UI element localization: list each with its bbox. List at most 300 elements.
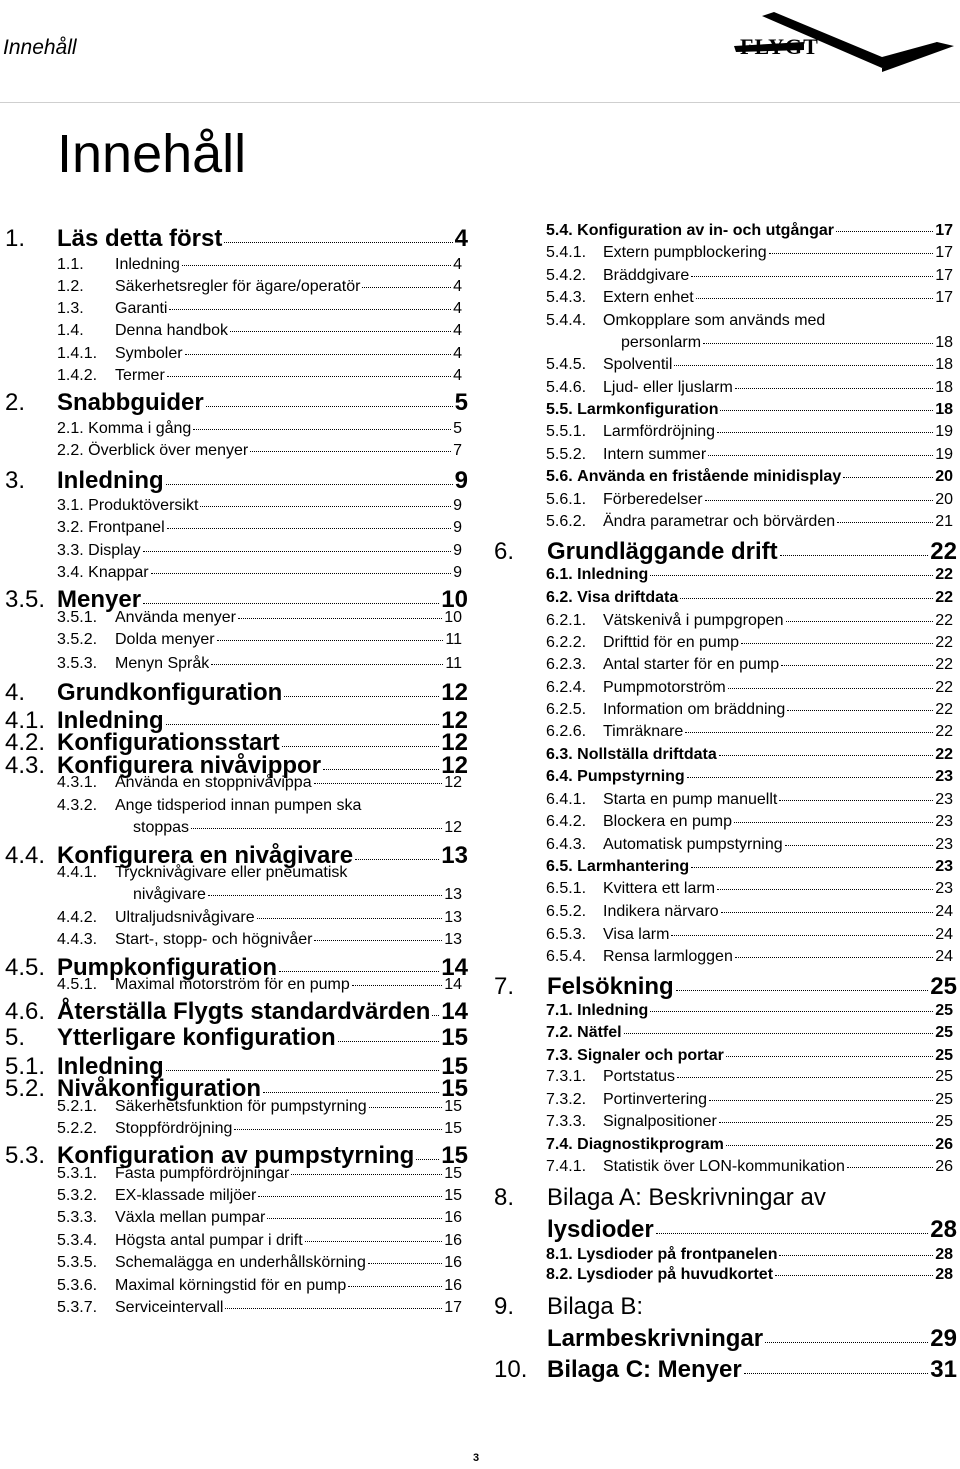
toc-entry-page: 16 <box>444 1209 462 1226</box>
toc-entry-page: 20 <box>935 468 953 485</box>
toc-entry[interactable] <box>546 1246 953 1264</box>
toc-entry[interactable] <box>546 1002 953 1020</box>
toc-entry-number: 4.4.2. <box>57 909 98 926</box>
toc-entry-page: 23 <box>935 858 953 875</box>
toc-entry[interactable] <box>57 679 468 707</box>
toc-entry-number: 7. <box>494 973 515 1000</box>
toc-entry[interactable] <box>115 976 462 994</box>
toc-entry-label[interactable]: Bilaga A: Beskrivningar av <box>547 1184 826 1211</box>
toc-entry-page: 17 <box>935 222 953 239</box>
toc-entry-number: 1.4. <box>57 322 84 339</box>
dot-leader <box>785 845 934 846</box>
toc-entry-page: 4 <box>454 225 468 252</box>
toc-entry-page: 13 <box>444 886 462 903</box>
toc-entry-number: 10. <box>494 1356 528 1383</box>
toc-entry[interactable] <box>57 519 462 537</box>
toc-entry-page: 23 <box>935 836 953 853</box>
toc-entry-number: 6.5. <box>546 858 578 875</box>
toc-entry-number: 6.2.4. <box>546 679 587 696</box>
toc-entry-number: 4.1. <box>5 707 46 734</box>
toc-entry-page: 14 <box>444 976 462 993</box>
toc-entry-label: Extern enhet <box>603 289 694 306</box>
toc-entry-number: 2.1. <box>57 420 89 437</box>
toc-entry-number: 6. <box>494 538 515 565</box>
toc-entry-label: Vätskenivå i pumpgropen <box>603 612 784 629</box>
toc-entry[interactable] <box>115 256 462 274</box>
toc-entry[interactable] <box>57 420 462 438</box>
toc-entry-label: Menyn Språk <box>115 655 210 672</box>
toc-entry-label: Nollställa driftdata <box>577 746 717 763</box>
toc-entry[interactable] <box>603 948 953 966</box>
toc-entry-label: Starta en pump manuellt <box>603 791 778 808</box>
toc-entry[interactable] <box>115 278 462 296</box>
toc-entry-number: 1.4.2. <box>57 367 98 384</box>
toc-entry-page: 17 <box>935 244 953 261</box>
toc-entry-page: 25 <box>935 1047 953 1064</box>
toc-entry-page: 16 <box>444 1232 462 1249</box>
toc-entry[interactable] <box>603 634 953 652</box>
toc-entry-page: 22 <box>935 656 953 673</box>
dot-leader <box>338 1041 440 1042</box>
toc-entry-label: Växla mellan pumpar <box>115 1209 266 1226</box>
toc-entry-page: 25 <box>935 1024 953 1041</box>
toc-entry-number: 7.2. <box>546 1024 578 1041</box>
toc-entry[interactable] <box>547 1216 957 1244</box>
toc-entry[interactable] <box>115 1209 462 1227</box>
toc-entry[interactable] <box>57 542 462 560</box>
dot-leader <box>719 1122 933 1123</box>
toc-entry[interactable] <box>603 656 953 674</box>
logo-text: FLYGT <box>740 34 819 59</box>
toc-entry[interactable] <box>603 1091 953 1109</box>
toc-entry[interactable] <box>57 998 468 1026</box>
toc-entry[interactable] <box>57 497 462 515</box>
toc-entry[interactable] <box>603 491 953 509</box>
dot-leader <box>167 528 451 529</box>
dot-leader <box>166 484 453 485</box>
toc-entry-label: Konfigurera en nivågivare <box>57 842 354 869</box>
toc-entry-number: 6.5.3. <box>546 926 587 943</box>
toc-entry-page: 4 <box>453 278 462 295</box>
toc-entry[interactable] <box>603 723 953 741</box>
toc-entry-label: Garanti <box>115 300 168 317</box>
toc-entry-label: Larmkonfiguration <box>577 401 719 418</box>
toc-entry-label: stoppas <box>133 819 190 836</box>
dot-leader <box>257 918 443 919</box>
toc-entry-number: 1.1. <box>57 256 84 273</box>
toc-entry-number: 6.2. <box>546 589 578 606</box>
toc-entry-number: 7.1. <box>546 1002 578 1019</box>
toc-entry-page: 22 <box>935 634 953 651</box>
dot-leader <box>323 769 439 770</box>
dot-leader <box>166 1070 440 1071</box>
toc-entry-label: Start-, stopp- och högnivåer <box>115 931 313 948</box>
toc-entry[interactable] <box>133 886 462 904</box>
toc-entry-number: 5.3.6. <box>57 1277 98 1294</box>
toc-entry-page: 12 <box>441 679 468 706</box>
toc-entry[interactable] <box>546 401 953 419</box>
toc-entry-label[interactable]: Ange tidsperiod innan pumpen ska <box>115 797 362 814</box>
toc-entry[interactable] <box>115 774 462 792</box>
toc-entry[interactable] <box>603 791 953 809</box>
toc-entry-number: 9. <box>494 1293 515 1320</box>
toc-entry-label: lysdioder <box>547 1216 654 1243</box>
toc-entry[interactable] <box>546 589 953 607</box>
toc-entry-page: 22 <box>935 566 953 583</box>
dot-leader <box>775 1275 933 1276</box>
toc-entry[interactable] <box>603 513 953 531</box>
toc-entry[interactable] <box>115 909 462 927</box>
dot-leader <box>314 783 443 784</box>
toc-entry-label[interactable]: Omkopplare som används med <box>603 312 826 329</box>
dot-leader <box>765 1342 928 1343</box>
toc-entry[interactable] <box>603 701 953 719</box>
toc-entry-number: 7.3.1. <box>546 1068 587 1085</box>
dot-leader <box>728 688 934 689</box>
dot-leader <box>416 1159 439 1160</box>
page-title: Innehåll <box>57 124 247 184</box>
toc-entry-label: Diagnostikprogram <box>577 1136 724 1153</box>
toc-entry-number: 4.5.1. <box>57 976 98 993</box>
toc-entry-label[interactable]: Bilaga B: <box>547 1293 644 1320</box>
toc-entry-number: 5.3.1. <box>57 1165 98 1182</box>
toc-entry[interactable] <box>115 345 462 363</box>
toc-entry-number: 5. <box>5 1024 26 1051</box>
toc-entry-number: 6.2.6. <box>546 723 587 740</box>
toc-entry-number: 3.5.3. <box>57 655 98 672</box>
page-header <box>0 0 960 104</box>
toc-entry-page: 15 <box>444 1187 462 1204</box>
toc-entry[interactable] <box>603 379 953 397</box>
toc-entry-number: 4. <box>5 679 26 706</box>
toc-entry-number: 5.6. <box>546 468 578 485</box>
toc-entry[interactable] <box>621 334 953 352</box>
dot-leader <box>143 603 439 604</box>
toc-entry[interactable] <box>603 446 953 464</box>
toc-entry-page: 22 <box>935 723 953 740</box>
toc-entry[interactable] <box>546 746 953 764</box>
toc-entry[interactable] <box>547 1325 957 1353</box>
toc-entry-number: 8.1. <box>546 1246 578 1263</box>
toc-entry-page: 18 <box>935 379 953 396</box>
toc-entry-number: 7.3.3. <box>546 1113 587 1130</box>
dot-leader <box>837 522 933 523</box>
toc-entry-page: 21 <box>935 513 953 530</box>
toc-entry-label: Säkerhetsfunktion för pumpstyrning <box>115 1098 367 1115</box>
toc-entry-label: Felsökning <box>547 973 674 1000</box>
toc-entry-number: 5.2. <box>5 1075 46 1102</box>
toc-entry-label: Bilaga C: Menyer <box>547 1356 742 1383</box>
toc-entry[interactable] <box>57 467 468 495</box>
toc-entry[interactable] <box>603 612 953 630</box>
toc-entry[interactable] <box>546 468 953 486</box>
toc-entry[interactable] <box>603 813 953 831</box>
toc-entry-page: 22 <box>935 701 953 718</box>
toc-entry[interactable] <box>115 1187 462 1205</box>
dot-leader <box>735 957 933 958</box>
toc-entry-label: Kvittera ett larm <box>603 880 716 897</box>
toc-entry-label: Larmfördröjning <box>603 423 716 440</box>
dot-leader <box>691 276 933 277</box>
toc-entry[interactable] <box>115 1098 462 1116</box>
dot-leader <box>169 309 451 310</box>
toc-entry[interactable] <box>115 367 462 385</box>
toc-entry[interactable] <box>603 289 953 307</box>
dot-leader <box>291 1174 442 1175</box>
toc-entry-page: 22 <box>935 746 953 763</box>
toc-entry-label: personlarm <box>621 334 702 351</box>
toc-entry-number: 7.4.1. <box>546 1158 587 1175</box>
toc-entry[interactable] <box>546 1047 953 1065</box>
toc-entry[interactable] <box>115 300 462 318</box>
dot-leader <box>352 985 442 986</box>
toc-entry[interactable] <box>547 1356 957 1384</box>
toc-entry-label: Fasta pumpfördröjningar <box>115 1165 290 1182</box>
dot-leader <box>238 618 442 619</box>
dot-leader <box>677 1077 933 1078</box>
toc-entry-label: Knappar <box>88 564 149 581</box>
toc-entry-number: 6.5.4. <box>546 948 587 965</box>
dot-leader <box>719 755 933 756</box>
dot-leader <box>671 935 933 936</box>
toc-entry[interactable] <box>546 858 953 876</box>
toc-entry[interactable] <box>57 389 468 417</box>
dot-leader <box>674 365 933 366</box>
toc-entry-page: 20 <box>935 491 953 508</box>
toc-entry-page: 28 <box>935 1266 953 1283</box>
toc-entry-number: 5.4.6. <box>546 379 587 396</box>
toc-entry-page: 15 <box>441 1142 468 1169</box>
toc-entry-number: 5.4. <box>546 222 578 239</box>
toc-entry-page: 17 <box>444 1299 462 1316</box>
dot-leader <box>305 1241 443 1242</box>
dot-leader <box>282 746 440 747</box>
toc-entry[interactable] <box>546 1024 953 1042</box>
toc-entry-label: Serviceintervall <box>115 1299 224 1316</box>
toc-entry-page: 12 <box>441 729 468 756</box>
toc-entry[interactable] <box>603 423 953 441</box>
dot-leader <box>267 1218 442 1219</box>
dot-leader <box>687 777 934 778</box>
toc-entry[interactable] <box>546 566 953 584</box>
dot-leader <box>721 912 934 913</box>
toc-entry-label: Signalpositioner <box>603 1113 717 1130</box>
dot-leader <box>779 1255 933 1256</box>
toc-entry-label: Blockera en pump <box>603 813 732 830</box>
toc-entry-page: 9 <box>453 542 462 559</box>
toc-entry-page: 9 <box>454 467 468 494</box>
toc-entry-page: 4 <box>453 256 462 273</box>
toc-entry-label: Använda en fristående minidisplay <box>577 468 842 485</box>
dot-leader <box>217 640 444 641</box>
dot-leader <box>685 732 933 733</box>
toc-entry-number: 1.2. <box>57 278 84 295</box>
toc-entry[interactable] <box>546 768 953 786</box>
toc-entry-number: 6.1. <box>546 566 578 583</box>
toc-entry-number: 1. <box>5 225 26 252</box>
toc-entry-label: Schemalägga en underhållskörning <box>115 1254 366 1271</box>
toc-entry[interactable] <box>603 880 953 898</box>
dot-leader <box>225 1308 442 1309</box>
toc-entry-page: 11 <box>445 655 462 672</box>
toc-entry-label: Display <box>88 542 141 559</box>
toc-entry-label: Inledning <box>57 467 164 494</box>
toc-entry[interactable] <box>115 1254 462 1272</box>
toc-entry[interactable] <box>603 244 953 262</box>
toc-entry-label: Inledning <box>115 256 180 273</box>
dot-leader <box>744 1373 929 1374</box>
toc-entry-number: 5.6.2. <box>546 513 587 530</box>
toc-entry-label: Visa larm <box>603 926 670 943</box>
toc-entry-page: 28 <box>930 1216 957 1243</box>
toc-entry-number: 2.2. <box>57 442 89 459</box>
toc-entry[interactable] <box>115 655 462 673</box>
toc-entry-number: 4.3. <box>5 752 46 779</box>
dot-leader <box>741 643 933 644</box>
toc-entry-label: Ultraljudsnivågivare <box>115 909 255 926</box>
toc-entry-label: Grundläggande drift <box>547 538 778 565</box>
toc-entry-page: 12 <box>441 752 468 779</box>
toc-entry-page: 4 <box>453 367 462 384</box>
toc-entry[interactable] <box>115 1165 462 1183</box>
toc-entry-label: Inledning <box>577 1002 649 1019</box>
toc-entry-number: 5.3.2. <box>57 1187 98 1204</box>
toc-entry-label: Bräddgivare <box>603 267 690 284</box>
toc-entry-number: 8.2. <box>546 1266 578 1283</box>
toc-entry[interactable] <box>546 1136 953 1154</box>
toc-entry[interactable] <box>115 609 462 627</box>
toc-entry-page: 15 <box>441 1053 468 1080</box>
toc-entry-page: 23 <box>935 813 953 830</box>
toc-entry-number: 5.4.2. <box>546 267 587 284</box>
dot-leader <box>250 451 451 452</box>
toc-entry[interactable] <box>546 1266 953 1284</box>
dot-leader <box>705 500 934 501</box>
toc-entry-number: 5.6.1. <box>546 491 587 508</box>
toc-entry-label[interactable]: Trycknivågivare eller pneumatisk <box>115 864 348 881</box>
toc-entry-label: Timräknare <box>603 723 684 740</box>
toc-entry[interactable] <box>57 442 462 460</box>
toc-entry-label: Visa driftdata <box>577 589 679 606</box>
toc-entry-label: Nätfel <box>577 1024 622 1041</box>
dot-leader <box>843 477 933 478</box>
toc-entry-page: 25 <box>935 1002 953 1019</box>
toc-entry-label: Konfigurera nivåvippor <box>57 752 322 779</box>
toc-entry-label: Automatisk pumpstyrning <box>603 836 783 853</box>
toc-entry[interactable] <box>603 356 953 374</box>
toc-entry[interactable] <box>603 1113 953 1131</box>
toc-entry-number: 6.4. <box>546 768 578 785</box>
toc-entry-page: 4 <box>453 300 462 317</box>
toc-entry-label: Frontpanel <box>88 519 165 536</box>
toc-entry-label: Statistik över LON-kommunikation <box>603 1158 845 1175</box>
toc-entry-label: Lysdioder på huvudkortet <box>577 1266 774 1283</box>
toc-entry-page: 5 <box>454 389 468 416</box>
dot-leader <box>691 867 933 868</box>
toc-entry[interactable] <box>115 931 462 949</box>
toc-entry-label: Stoppfördröjning <box>115 1120 233 1137</box>
toc-entry-label: Maximal körningstid för en pump <box>115 1277 347 1294</box>
toc-entry-label: Inledning <box>57 1053 164 1080</box>
toc-entry[interactable] <box>603 903 953 921</box>
toc-entry-number: 5.2.2. <box>57 1120 98 1137</box>
toc-entry[interactable] <box>603 1068 953 1086</box>
dot-leader <box>368 1263 442 1264</box>
toc-entry-label: Symboler <box>115 345 183 362</box>
dot-leader <box>708 455 933 456</box>
dot-leader <box>166 724 440 725</box>
dot-leader <box>230 331 451 332</box>
toc-entry-number: 4.4. <box>5 842 46 869</box>
dot-leader <box>780 555 929 556</box>
dot-leader <box>735 388 933 389</box>
toc-entry-page: 24 <box>935 903 953 920</box>
toc-entry-number: 1.4.1. <box>57 345 98 362</box>
toc-entry-label: Dolda menyer <box>115 631 215 648</box>
toc-entry[interactable] <box>115 1232 462 1250</box>
dot-leader <box>703 343 933 344</box>
toc-entry-number: 6.2.5. <box>546 701 587 718</box>
toc-entry-page: 26 <box>935 1136 953 1153</box>
page-number: 3 <box>473 1452 480 1464</box>
toc-entry[interactable] <box>115 1277 462 1295</box>
toc-entry[interactable] <box>57 564 462 582</box>
toc-entry[interactable] <box>115 322 462 340</box>
toc-entry-page: 13 <box>444 909 462 926</box>
toc-entry-number: 6.2.1. <box>546 612 587 629</box>
dot-leader <box>167 376 451 377</box>
toc-entry-label: Produktöversikt <box>88 497 199 514</box>
toc-entry-number: 6.4.1. <box>546 791 587 808</box>
toc-entry-number: 6.2.2. <box>546 634 587 651</box>
dot-leader <box>193 429 451 430</box>
toc-entry[interactable] <box>133 819 462 837</box>
toc-entry[interactable] <box>57 225 468 253</box>
toc-entry-label: Rensa larmloggen <box>603 948 733 965</box>
toc-entry[interactable] <box>115 1299 462 1317</box>
toc-entry[interactable] <box>57 1024 468 1052</box>
toc-entry-page: 15 <box>444 1120 462 1137</box>
toc-entry-label: Signaler och portar <box>577 1047 724 1064</box>
toc-entry[interactable] <box>115 1120 462 1138</box>
toc-entry-label: Information om bräddning <box>603 701 786 718</box>
toc-entry-number: 6.3. <box>546 746 578 763</box>
toc-entry[interactable] <box>547 538 957 566</box>
toc-entry[interactable] <box>547 973 957 1001</box>
toc-entry[interactable] <box>115 631 462 649</box>
toc-entry-label: Säkerhetsregler för ägare/operatör <box>115 278 361 295</box>
toc-entry-page: 15 <box>441 1024 468 1051</box>
toc-entry-label: Pumpstyrning <box>577 768 685 785</box>
dot-leader <box>206 406 453 407</box>
toc-entry-label: EX-klassade miljöer <box>115 1187 257 1204</box>
dot-leader <box>355 859 439 860</box>
toc-entry[interactable] <box>603 926 953 944</box>
toc-entry-page: 13 <box>441 842 468 869</box>
toc-entry-page: 16 <box>444 1254 462 1271</box>
toc-entry-label: Larmhantering <box>577 858 690 875</box>
toc-entry[interactable] <box>603 836 953 854</box>
toc-entry-page: 25 <box>935 1068 953 1085</box>
toc-entry[interactable] <box>546 222 953 240</box>
toc-entry-page: 15 <box>444 1165 462 1182</box>
toc-entry-label: Lysdioder på frontpanelen <box>577 1246 778 1263</box>
toc-entry[interactable] <box>603 679 953 697</box>
toc-entry[interactable] <box>603 1158 953 1176</box>
dot-leader <box>191 828 442 829</box>
toc-entry[interactable] <box>603 267 953 285</box>
dot-leader <box>734 822 933 823</box>
